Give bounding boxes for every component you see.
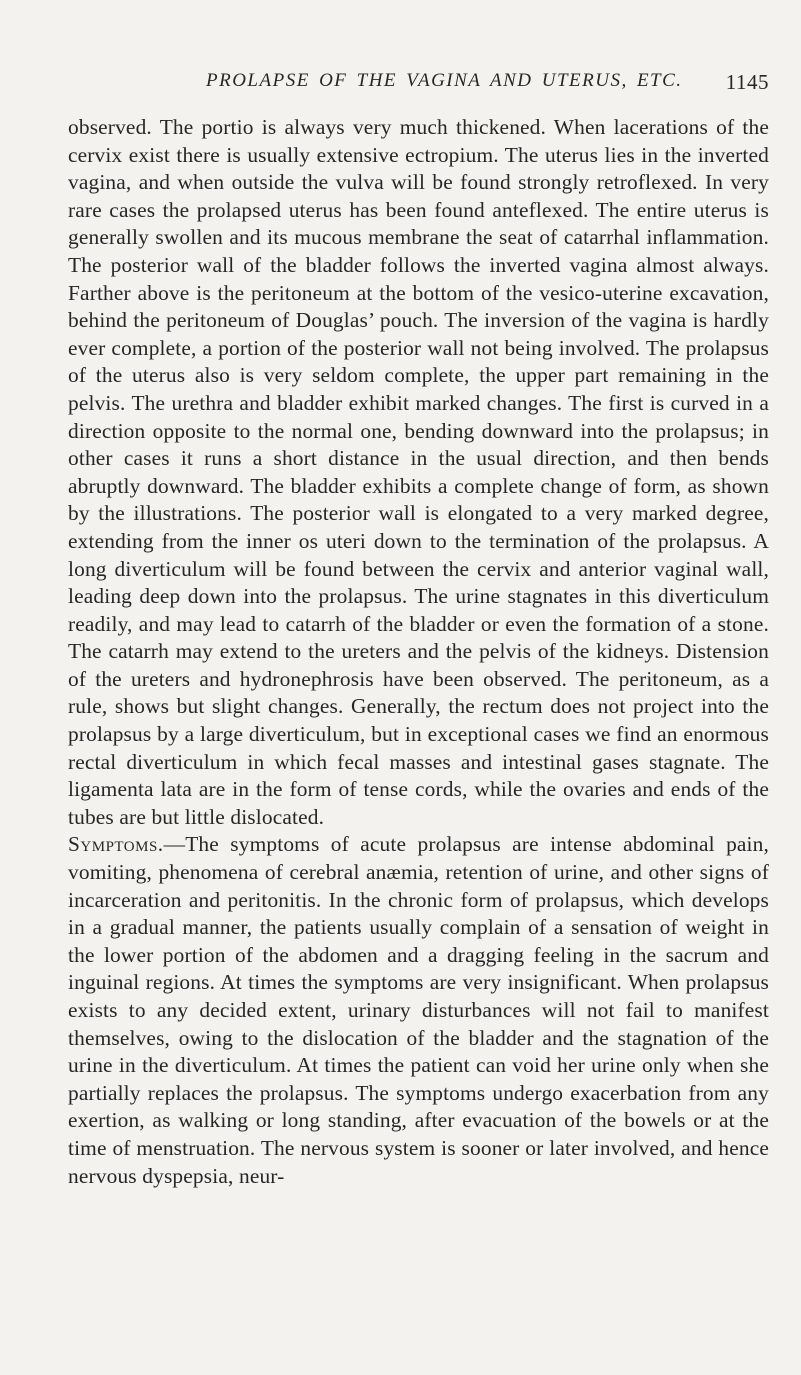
paragraph-text: observed. The portio is always very much thickened. When lacerations of the cervix exist there is usually extensive ectropium. The uterus lies in the inverted vagina, and when outside the vulva will be found strongly retroflexed. In very rare cases the prolapsed uterus has been found anteflexed. The entire uterus is generally swollen and its mucous membrane the seat of catarrhal inflammation. The posterior wall of the bladder follows the inverted vagina almost always. Farther above is the peritoneum at the bottom of the vesico-uterine excavation, behind the peritoneum of Douglas’ pouch. The inversion of the vagina is hardly ever complete, a portion of the posterior wall not being involved. The prolapsus of the uterus also is very seldom complete, the upper part remaining in the pelvis. The urethra and bladder exhibit marked changes. The first is curved in a direction opposite to the normal one, bending downward into the prolapsus; in other cases it runs a short distance in the usual direction, and then bends abruptly downward. The bladder exhibits a complete change of form, as shown by the illustrations. The posterior wall is elongated to a very marked degree, extending from the inner os uteri down to the termination of the prolapsus. A long diverticulum will be found between the cervix and anterior vaginal wall, leading deep down into the prolapsus. The urine stagnates in this diverticulum readily, and may lead to catarrh of the bladder or even the formation of a stone. The catarrh may extend to the ureters and the pelvis of the kidneys. Distension of the ureters and hydronephrosis have been observed. The peritoneum, as a rule, shows but slight changes. Generally, the rectum does not project into the prolapsus by a large diverticulum, but in exceptional cases we find an enormous rectal diverticulum in which fecal masses and intestinal gases stagnate. The ligamenta lata are in the form of tense cords, while the ovaries and ends of the tubes are but little dislocated. (68, 115, 769, 829)
paragraph-text: —The symptoms of acute prolapsus are intense abdominal pain, vomiting, phenomena of cerebral anæmia, retention of urine, and other signs of incarceration and peritonitis. In the chronic form of prolapsus, which develops in a gradual manner, the patients usually complain of a sensation of weight in the lower portion of the abdomen and a dragging feeling in the sacrum and inguinal regions. At times the symptoms are very insignificant. When prolapsus exists to any decided extent, urinary disturbances will not fail to manifest themselves, owing to the dislocation of the bladder and the stagnation of the urine in the diverticulum. At times the patient can void her urine only when she partially replaces the prolapsus. The symptoms undergo exacerbation from any exertion, as walking or long standing, after evacuation of the bowels or at the time of menstruation. The nervous system is sooner or later involved, and hence nervous dyspepsia, neur- (68, 832, 769, 1188)
section-heading-symptoms: Symptoms. (68, 832, 164, 857)
paragraph-symptoms (68, 831, 769, 1190)
paragraph-anatomy (68, 114, 769, 831)
body-text (68, 114, 769, 1190)
page-number: 1145 (725, 70, 769, 94)
running-head (68, 58, 769, 92)
running-head-title: PROLAPSE OF THE VAGINA AND UTERUS, ETC. (206, 70, 683, 91)
